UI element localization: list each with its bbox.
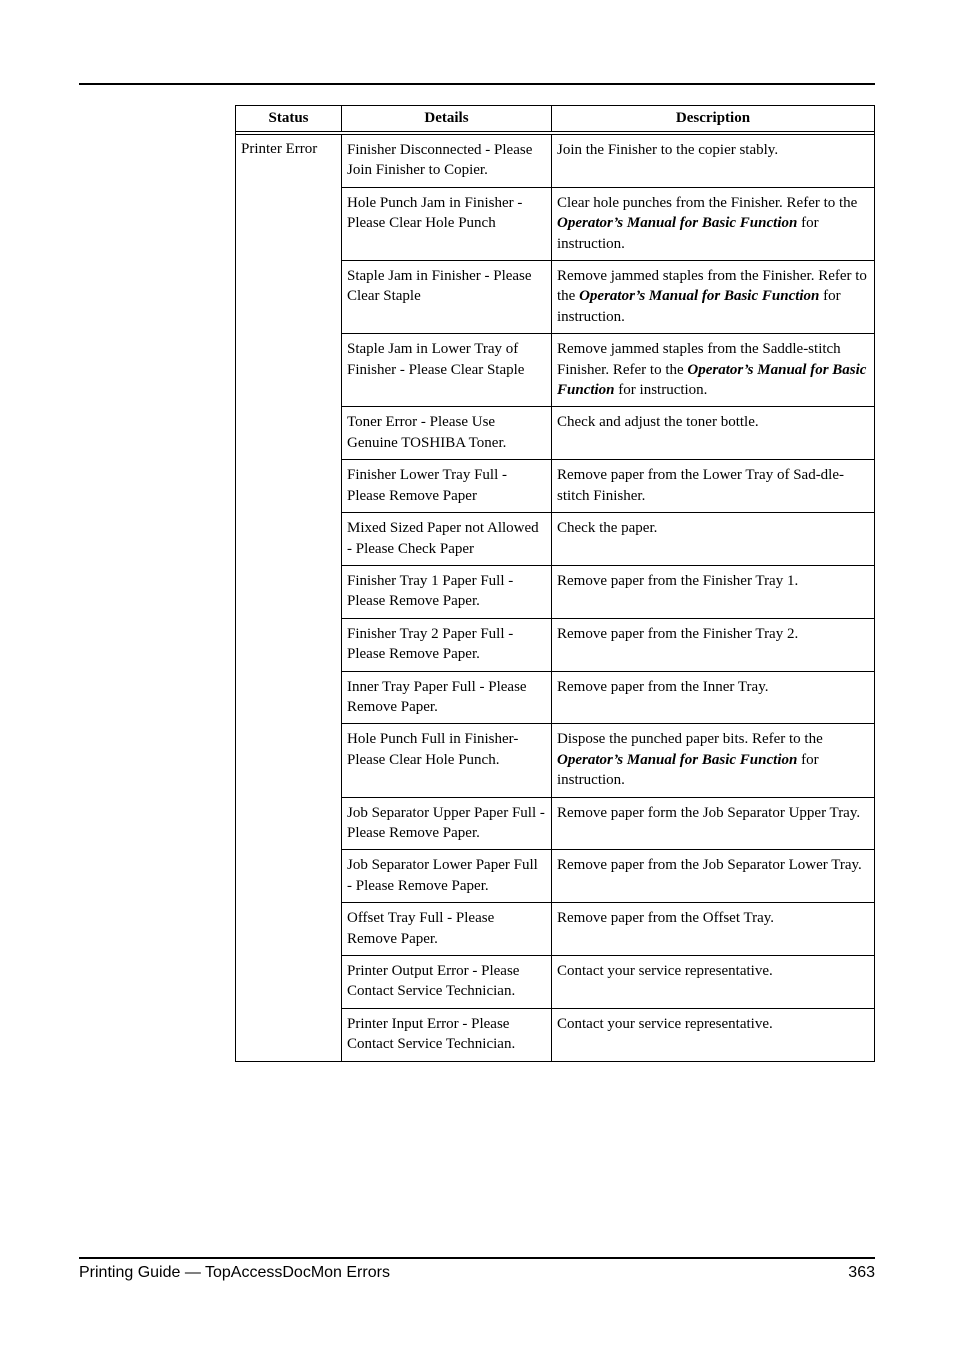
details-cell: Job Separator Lower Paper Full - Please Remove Paper.	[342, 850, 552, 902]
desc-text: Join the Finisher to the copier stably.	[557, 142, 779, 158]
table-header	[236, 106, 874, 132]
desc-text: Remove paper from the Lower Tray of Sad-dle-stitch Finisher.	[557, 467, 845, 504]
details-cell: Hole Punch Jam in Finisher - Please Clear Hole Punch	[342, 188, 552, 260]
error-table	[235, 105, 875, 1062]
description-cell	[552, 798, 874, 850]
desc-text: Check and adjust the toner bottle.	[557, 414, 759, 431]
table-row	[342, 460, 874, 513]
details-cell: Mixed Sized Paper not Allowed - Please Check Paper	[342, 513, 552, 565]
description-cell	[552, 566, 874, 618]
table-row	[342, 261, 874, 334]
desc-text: Remove paper from the Offset Tray.	[557, 910, 775, 927]
description-cell	[552, 672, 874, 724]
manual-reference: Operator’s Manual for Basic Function	[557, 361, 867, 399]
table-row	[342, 1009, 874, 1061]
details-cell: Staple Jam in Lower Tray of Finisher - Please Clear Staple	[342, 334, 552, 406]
details-cell: Finisher Tray 1 Paper Full - Please Remove Paper.	[342, 566, 552, 618]
table-row	[342, 188, 874, 261]
table-row	[342, 513, 874, 566]
details-cell: Toner Error - Please Use Genuine TOSHIBA Toner.	[342, 407, 552, 459]
table-row	[342, 850, 874, 903]
table-body	[236, 135, 874, 1061]
header-description: Description	[675, 110, 751, 126]
desc-text: Clear hole punches from the Finisher. Refer to the	[557, 194, 858, 211]
description-cell	[552, 903, 874, 955]
desc-text-after: for instruction.	[557, 288, 841, 325]
description-cell	[552, 261, 874, 333]
table-row	[342, 672, 874, 725]
desc-text: Remove jammed staples from the Saddle-stitch Finisher. Refer to the	[557, 341, 841, 378]
table-rows	[342, 135, 874, 1061]
header-details: Details	[342, 106, 552, 131]
description-cell	[552, 1009, 874, 1061]
desc-text-after: for instruction.	[614, 382, 708, 399]
table-row	[342, 956, 874, 1009]
details-cell: Inner Tray Paper Full - Please Remove Paper.	[342, 672, 552, 724]
desc-text: Contact your service representative.	[557, 1015, 773, 1032]
desc-text: Dispose the punched paper bits. Refer to the	[557, 731, 823, 748]
page-number: 363	[848, 1264, 875, 1281]
table-row	[342, 903, 874, 956]
table-row	[342, 566, 874, 619]
header-rule	[79, 83, 875, 85]
desc-text: Check the paper.	[557, 520, 658, 537]
details-cell: Staple Jam in Finisher - Please Clear Staple	[342, 261, 552, 333]
manual-reference: Operator’s Manual for Basic Function	[557, 751, 798, 768]
footer-title: Printing Guide — TopAccessDocMon Errors	[79, 1264, 390, 1281]
table-row	[342, 798, 874, 851]
desc-text: Contact your service representative.	[557, 963, 773, 979]
description-cell	[552, 188, 874, 260]
desc-text-after: for instruction.	[557, 751, 819, 789]
description-cell	[552, 619, 874, 671]
details-cell: Printer Output Error - Please Contact Service Technician.	[342, 956, 552, 1008]
details-cell: Offset Tray Full - Please Remove Paper.	[342, 903, 552, 955]
details-cell: Finisher Lower Tray Full - Please Remove Paper	[342, 460, 552, 512]
status-cell: Printer Error	[236, 135, 342, 1061]
desc-text: Remove paper from the Inner Tray.	[557, 678, 769, 695]
description-cell	[552, 460, 874, 512]
table-row	[342, 135, 874, 188]
details-cell: Job Separator Upper Paper Full - Please Remove Paper.	[342, 798, 552, 850]
header-status: Status	[236, 106, 342, 131]
desc-text: Remove paper from the Job Separator Lower Tray.	[557, 857, 862, 874]
desc-text: Remove jammed staples from the Finisher. Refer to the	[557, 268, 867, 305]
details-cell: Hole Punch Full in Finisher-Please Clear Hole Punch.	[342, 724, 552, 796]
description-cell	[552, 407, 874, 459]
table-row	[342, 724, 874, 797]
description-cell	[552, 724, 874, 796]
description-cell	[552, 956, 874, 1008]
table-row	[342, 407, 874, 460]
table-row	[342, 619, 874, 672]
desc-text-after: for instruction.	[557, 215, 819, 252]
desc-text: Remove paper from the Finisher Tray 2.	[557, 625, 799, 642]
details-cell: Printer Input Error - Please Contact Service Technician.	[342, 1009, 552, 1061]
manual-reference: Operator’s Manual for Basic Function	[579, 288, 820, 305]
details-cell: Finisher Tray 2 Paper Full - Please Remove Paper.	[342, 619, 552, 671]
manual-reference: Operator’s Manual for Basic Function	[557, 215, 798, 232]
footer-rule	[79, 1257, 875, 1259]
desc-text: Remove paper form the Job Separator Upper Tray.	[557, 804, 861, 821]
description-cell	[552, 513, 874, 565]
details-cell: Finisher Disconnected - Please Join Finisher to Copier.	[342, 135, 552, 187]
description-cell	[552, 334, 874, 406]
table-row	[342, 334, 874, 407]
desc-text: Remove paper from the Finisher Tray 1.	[557, 572, 799, 589]
description-cell	[552, 135, 874, 187]
description-cell	[552, 850, 874, 902]
